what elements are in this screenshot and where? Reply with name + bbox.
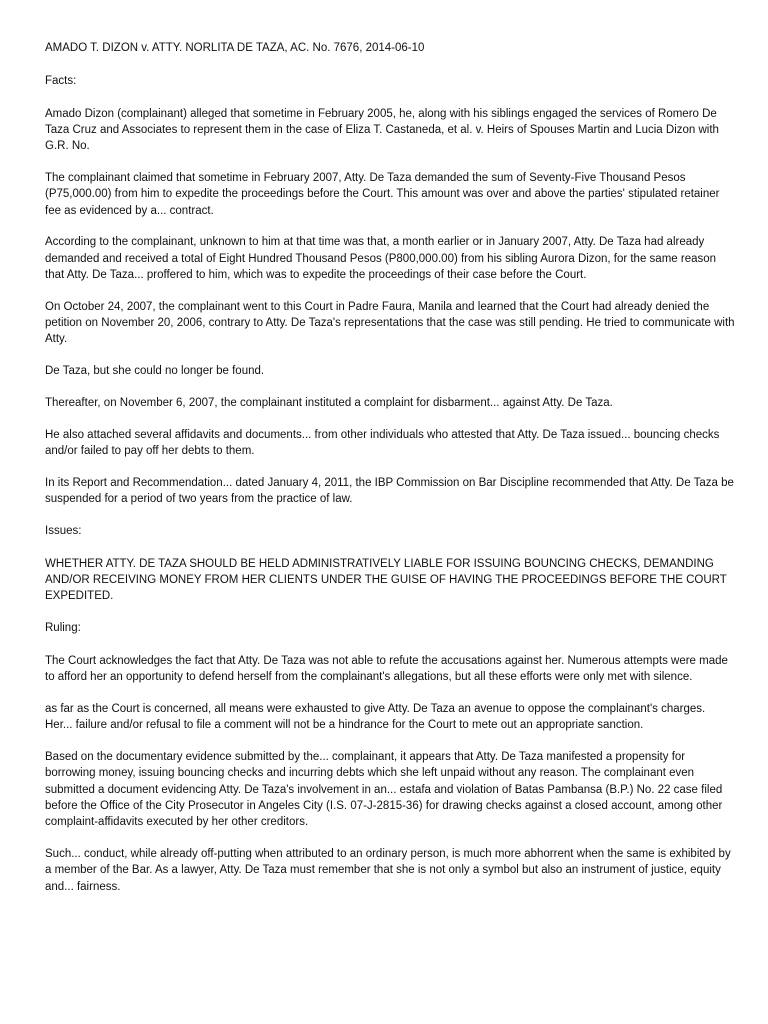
facts-paragraph-4: On October 24, 2007, the complainant went to this Court in Padre Faura, Manila and learned that the Court had already denied the petition on November 20, 2006, contrary to Atty. De Taza's representations that the case was still pending. He tried to communicate with Atty. xyxy=(45,300,735,346)
document-body xyxy=(45,40,735,910)
facts-paragraph-3: According to the complainant, unknown to him at that time was that, a month earlier or in January 2007, Atty. De Taza had already demanded and received a total of Eight Hundred Thousand Pesos (P800,000.00) from his sibling Aurora Dizon, for the same reason that Atty. De Taza... proffered to him, which was to expedite the proceedings of their case before the Court. xyxy=(45,236,717,281)
issues-heading: Issues: xyxy=(45,524,82,537)
facts-paragraph-5: De Taza, but she could no longer be found. xyxy=(45,365,265,378)
ruling-paragraph-2: as far as the Court is concerned, all means were exhausted to give Atty. De Taza an avenue to oppose the complainant's charges. Her... failure and/or refusal to file a comment will not be a hindrance for the Court to mete out an appropriate sanction. xyxy=(45,703,706,732)
case-title: AMADO T. DIZON v. ATTY. NORLITA DE TAZA, AC. No. 7676, 2014-06-10 xyxy=(45,42,425,54)
facts-paragraph-6: Thereafter, on November 6, 2007, the complainant instituted a complaint for disbarment... against Atty. De Taza. xyxy=(45,396,613,409)
facts-paragraph-7: He also attached several affidavits and documents... from other individuals who attested that Atty. De Taza issued... bouncing checks and/or failed to pay off her debts to them. xyxy=(45,428,720,458)
ruling-paragraph-3: Based on the documentary evidence submitted by the... complainant, it appears that Atty. De Taza manifested a propensity for borrowing money, issuing bouncing checks and incurring debts which she left unpaid without any reason. The complainant even submitted a document evidencing Atty. De Taza's involvement in an... estafa and violation of Batas Pambansa (B.P.) No. 22 case filed before the Office of the City Prosecutor in Angeles City (I.S. 07-J-2815-36) for drawing checks against a closed account, among other complaint-affidavits executed by her other creditors. xyxy=(45,751,723,829)
ruling-heading: Ruling: xyxy=(45,622,81,635)
issues-paragraph-1: WHETHER ATTY. DE TAZA SHOULD BE HELD ADMINISTRATIVELY LIABLE FOR ISSUING BOUNCING CHECKS, DEMANDING AND/OR RECEIVING MONEY FROM HER CLIENTS UNDER THE GUISE OF HAVING THE PROCEEDINGS BEFORE THE COURT EXPEDITED. xyxy=(45,557,727,603)
facts-paragraph-1: Amado Dizon (complainant) alleged that sometime in February 2005, he, along with his siblings engaged the services of Romero De Taza Cruz and Associates to represent them in the case of Eliza T. Castaneda, et al. v. Heirs of Spouses Martin and Lucia Dizon with G.R. No. xyxy=(45,107,719,153)
facts-heading: Facts: xyxy=(45,74,77,87)
ruling-paragraph-1: The Court acknowledges the fact that Atty. De Taza was not able to refute the accusations against her. Numerous attempts were made to afford her an opportunity to defend herself from the complainant's allegations, but all these efforts were only met with silence. xyxy=(45,654,728,684)
ruling-paragraph-4: Such... conduct, while already off-putting when attributed to an ordinary person, is much more abhorrent when the same is exhibited by a member of the Bar. As a lawyer, Atty. De Taza must remember that she is not only a symbol but also an instrument of justice, equity and... fairness. xyxy=(45,848,731,893)
facts-paragraph-8: In its Report and Recommendation... dated January 4, 2011, the IBP Commission on Bar Discipline recommended that Atty. De Taza be suspended for a period of two years from the practice of law. xyxy=(45,476,734,506)
facts-paragraph-2: The complainant claimed that sometime in February 2007, Atty. De Taza demanded the sum of Seventy-Five Thousand Pesos (P75,000.00) from him to expedite the proceedings before the Court. This amount was over and above the parties' stipulated retainer fee as evidenced by a... contract. xyxy=(45,171,720,217)
